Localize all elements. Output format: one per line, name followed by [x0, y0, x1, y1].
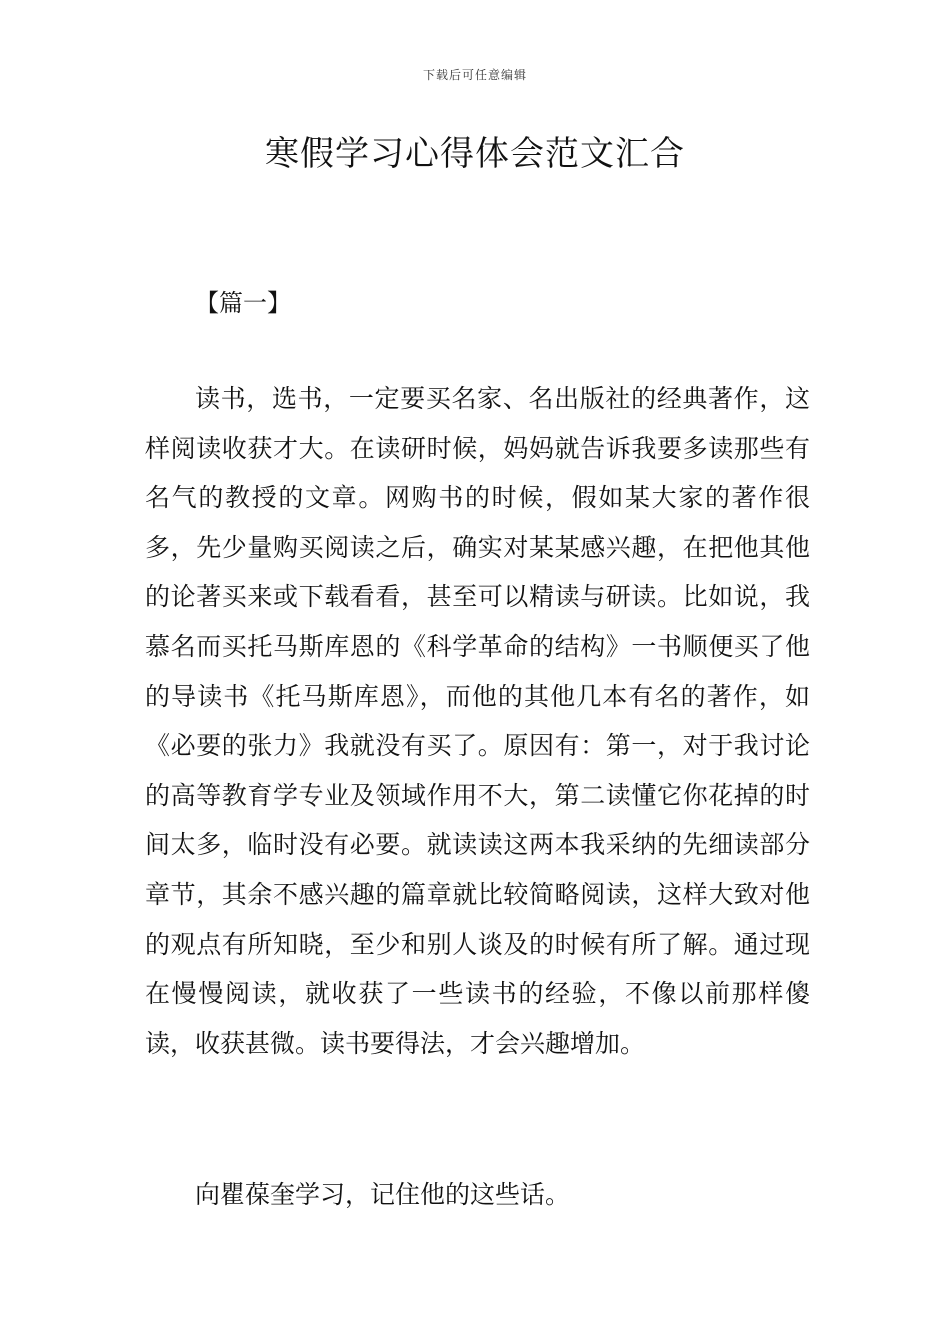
header-note: 下载后可任意编辑 [422, 68, 527, 82]
document-title: 寒假学习心得体会范文汇合 [265, 134, 685, 174]
section-heading: 【篇一】 [195, 289, 291, 317]
body-paragraph: 读书，选书，一定要买名家、名出版社的经典著作，这样阅读收获才大。在读研时候，妈妈就告诉我要多读那些有名气的教授的文章。网购书的时候，假如某大家的著作很多，先少量购买阅读之后，确实对某某感兴趣，在把他其他的论著买来或下载看看，甚至可以精读与研读。比如说，我慕名而买托马斯库恩的《科学革命的结构》一书顺便买了他的导读书《托马斯库恩》，而他的其他几本有名的著作，如《必要的张力》我就没有买了。原因有：第一，对于我讨论的高等教育学专业及领域作用不大，第二读懂它你花掉的时间太多，临时没有必要。就读读这两本我采纳的先细读部分章节，其余不感兴趣的篇章就比较简略阅读，这样大致对他的观点有所知晓，至少和别人谈及的时候有所了解。通过现在慢慢阅读，就收获了一些读书的经验，不像以前那样傻读，收获甚微。读书要得法，才会兴趣增加。 [145, 384, 810, 1058]
body-paragraph: 向瞿葆奎学习，记住他的这些话。 [195, 1180, 571, 1209]
